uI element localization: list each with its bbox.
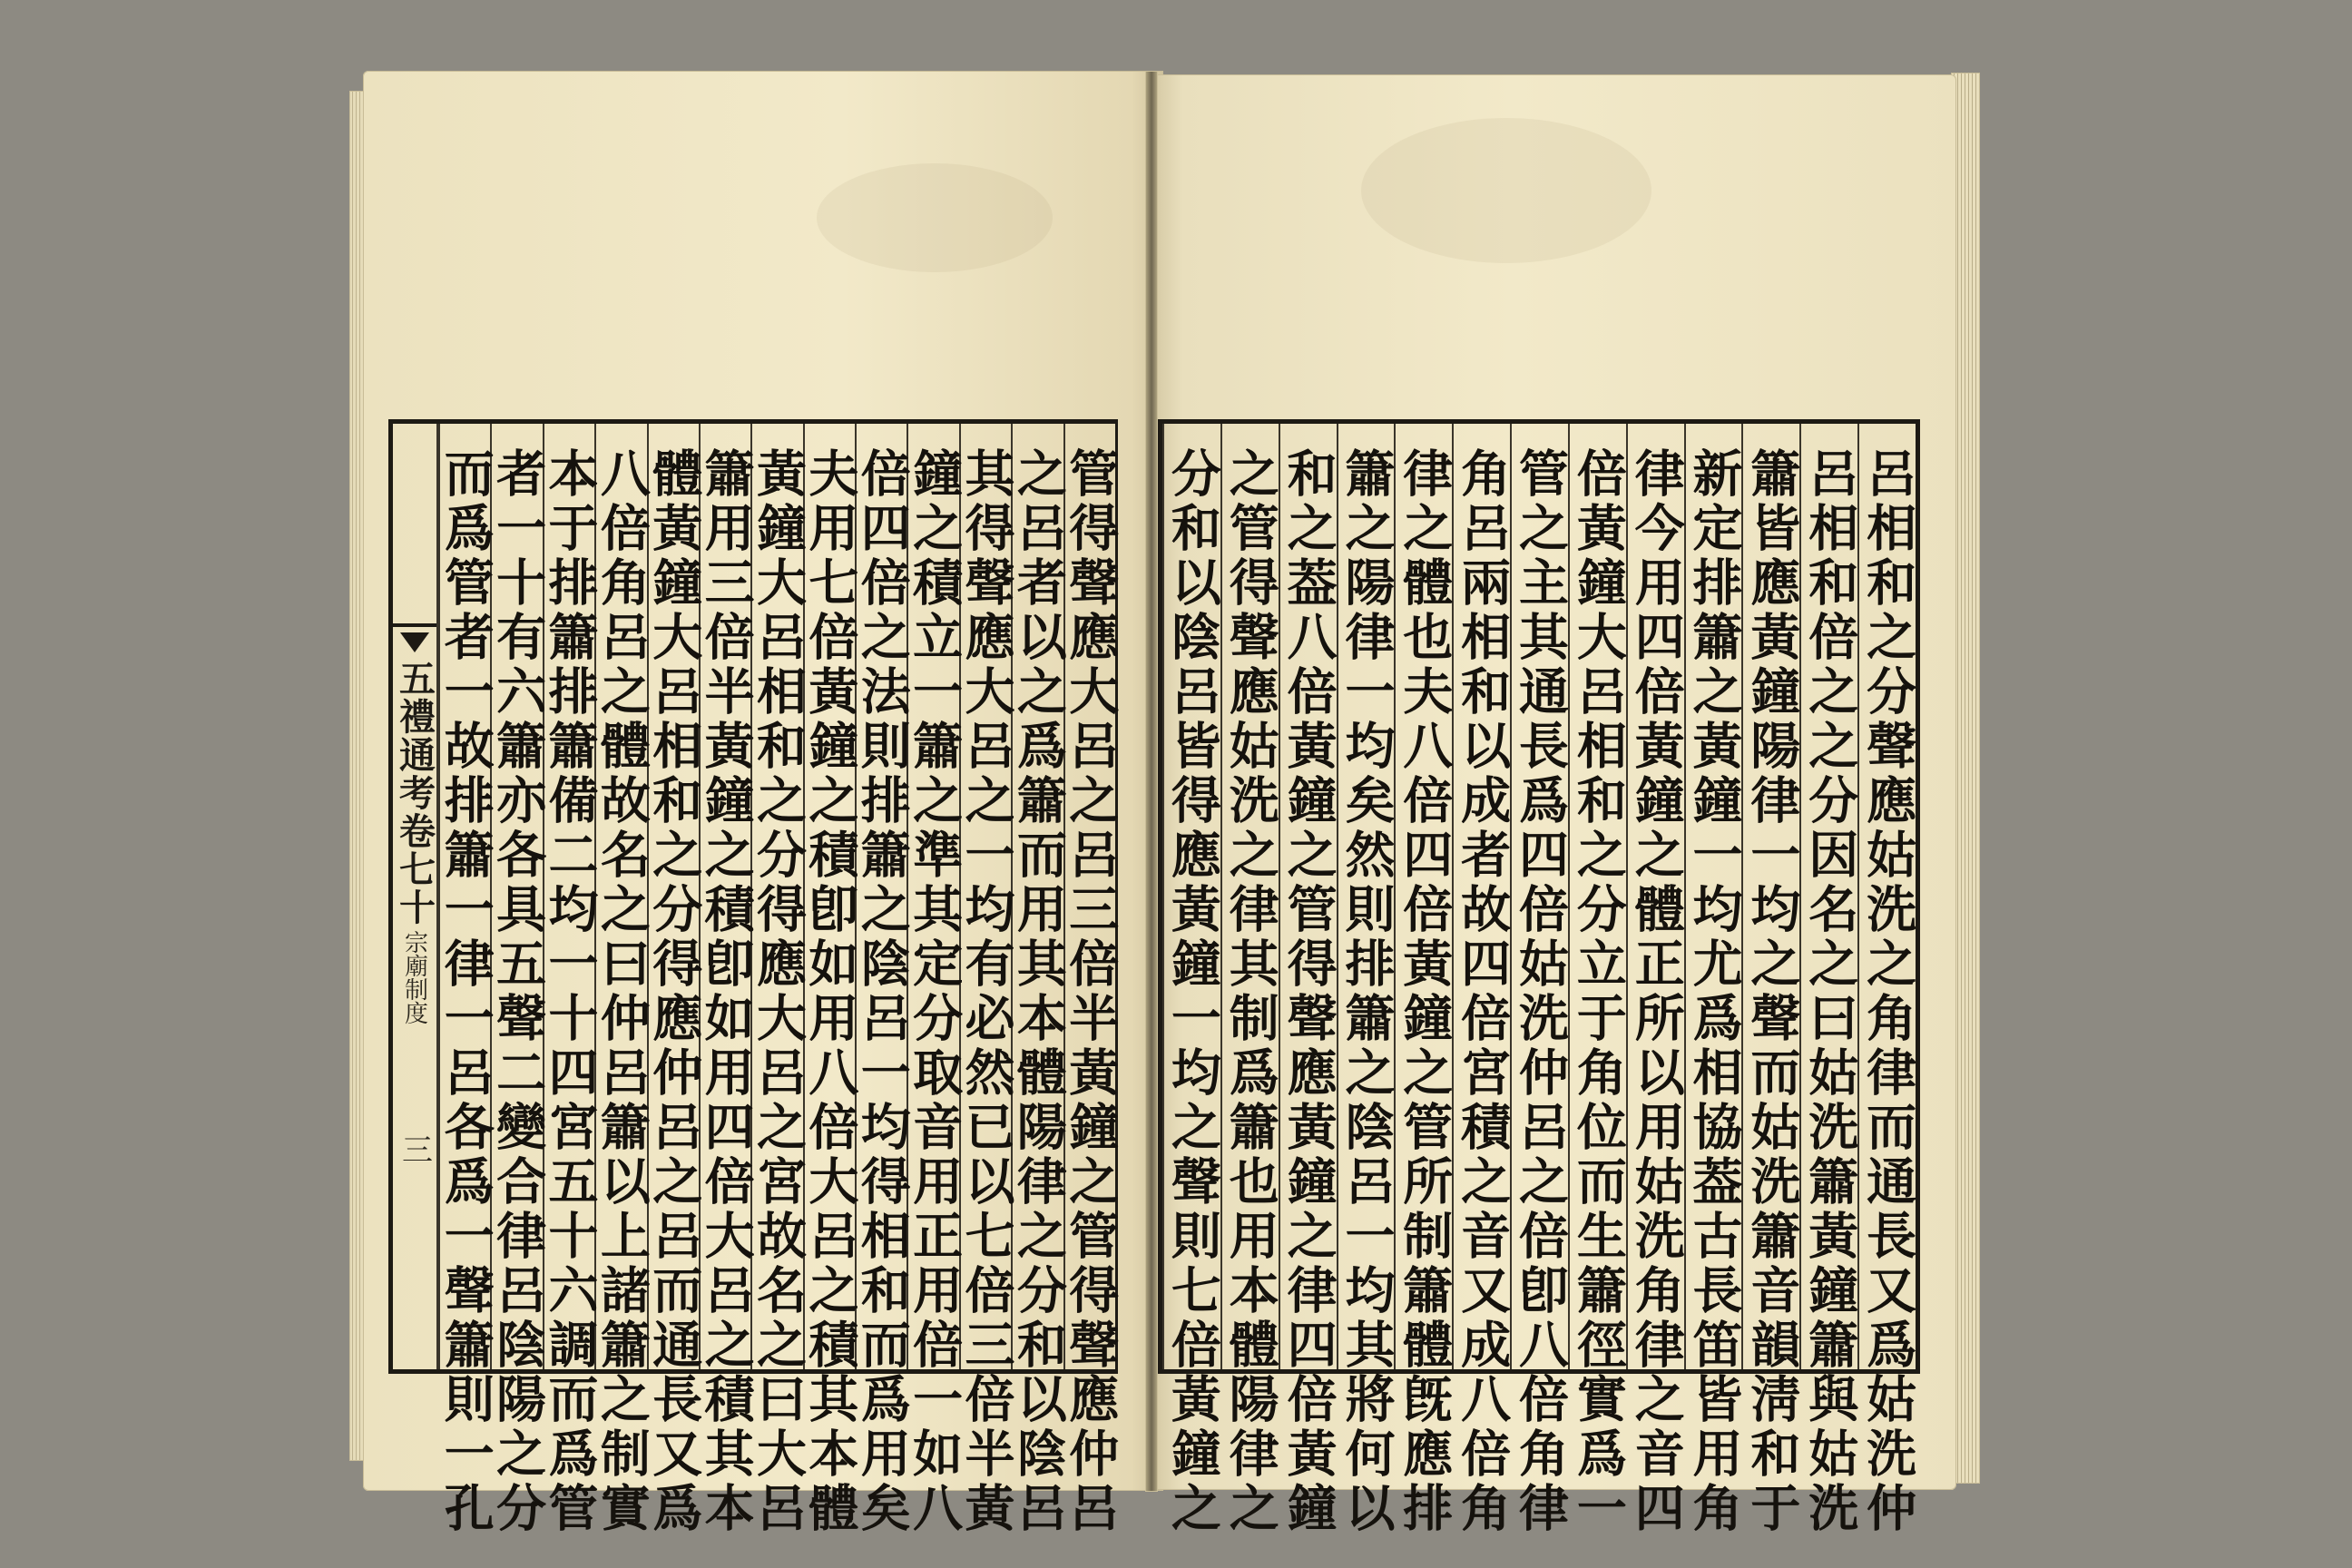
column-text: 簫之陽律一均矣然則排簫之陰呂一均其將何以 bbox=[1337, 447, 1396, 1536]
left-text-frame bbox=[388, 419, 1121, 1536]
text-column bbox=[1394, 424, 1455, 1536]
text-column bbox=[1741, 424, 1802, 1536]
text-column bbox=[1061, 424, 1121, 1536]
text-column bbox=[1279, 424, 1338, 1536]
column-text: 其得聲應大呂之一均有必然已以七倍三倍半黃 bbox=[956, 447, 1016, 1536]
column-text: 呂相和倍之之分因名之曰姑洗簫黃鐘簫與姑洗 bbox=[1800, 447, 1860, 1536]
column-text: 之管得聲應姑洗之律其制爲簫也用本體陽律之 bbox=[1220, 447, 1280, 1536]
page-number: 三 bbox=[396, 1133, 433, 1164]
text-column bbox=[488, 424, 548, 1536]
text-column bbox=[956, 424, 1016, 1536]
column-text: 者一十有六簫亦各具五聲二變合律呂陰陽之分 bbox=[488, 447, 548, 1536]
strip-rule bbox=[393, 623, 436, 627]
column-text: 新定排簫之黃鐘一均尤爲相協葢古長笛皆用角 bbox=[1684, 447, 1744, 1536]
text-column bbox=[748, 424, 808, 1536]
column-text: 夫用七倍黃鐘之積卽如用八倍大呂之積其本體 bbox=[800, 447, 860, 1536]
text-column bbox=[1684, 424, 1744, 1536]
column-text: 之呂者以之爲簫而用其本體陽律之分和以陰呂 bbox=[1008, 447, 1068, 1536]
text-column bbox=[1162, 424, 1222, 1536]
text-column bbox=[800, 424, 860, 1536]
column-text: 體黃鐘大呂相和之分得應仲呂之呂而通長又爲 bbox=[644, 447, 704, 1536]
text-column bbox=[1568, 424, 1628, 1536]
text-column bbox=[905, 424, 965, 1536]
column-text: 呂相和之分聲應姑洗之角律而通長又爲姑洗仲 bbox=[1858, 447, 1918, 1536]
column-text: 倍四倍之法則排簫之陰呂一均得相和而爲用矣 bbox=[852, 447, 912, 1536]
column-text: 而爲管者一故排簫一律一呂各爲一聲簫則一孔 bbox=[436, 447, 495, 1536]
text-column bbox=[696, 424, 756, 1536]
column-text: 分和以陰呂皆得應黃鐘一均之聲則七倍黃鐘之 bbox=[1162, 447, 1222, 1536]
running-title: 五禮通考卷七十 bbox=[393, 660, 436, 926]
text-column bbox=[1510, 424, 1570, 1536]
column-text: 本于排簫排簫備二均一十四宮五十六調而爲管 bbox=[540, 447, 600, 1536]
book-gutter bbox=[1145, 71, 1158, 1492]
column-text: 律今用四倍黃鐘之體正所以用姑洗角律之音四 bbox=[1626, 447, 1686, 1536]
text-column bbox=[1337, 424, 1396, 1536]
left-banxin-strip bbox=[393, 424, 438, 1369]
column-text: 律之體也夫八倍四倍黃鐘之管所制簫體旣應排 bbox=[1395, 447, 1455, 1536]
text-column bbox=[1857, 424, 1918, 1536]
column-text: 角呂兩相和以成者故四倍宮積之音又成八倍角 bbox=[1453, 447, 1513, 1536]
text-column bbox=[592, 424, 652, 1536]
column-text: 簫皆應黃鐘陽律一均之聲而姑洗簫音韻淸和于 bbox=[1742, 447, 1802, 1536]
text-column bbox=[436, 424, 495, 1536]
column-text: 簫用三倍半黃鐘之積卽如用四倍大呂之積其本 bbox=[696, 447, 756, 1536]
text-column bbox=[852, 424, 912, 1536]
text-column bbox=[1008, 424, 1068, 1536]
column-text: 管之主其通長爲四倍姑洗仲呂之倍卽八倍角律 bbox=[1510, 447, 1570, 1536]
text-column bbox=[1220, 424, 1280, 1536]
fishtail-mark-icon bbox=[400, 632, 429, 652]
column-text: 倍黃鐘大呂相和之分立于角位而生簫徑實爲一 bbox=[1568, 447, 1628, 1536]
column-text: 八倍角呂之體故名之曰仲呂簫以上諸簫之制實 bbox=[592, 447, 652, 1536]
stain bbox=[1361, 118, 1651, 263]
right-text-frame bbox=[1158, 419, 1920, 1536]
column-text: 和之葢八倍黃鐘之管得聲應黃鐘之律四倍黃鐘 bbox=[1279, 447, 1338, 1536]
stain bbox=[817, 163, 1053, 272]
column-text: 鐘之積立一簫之準其定分取音用正用倍一如八 bbox=[905, 447, 965, 1536]
text-column bbox=[1799, 424, 1860, 1536]
running-section: 宗廟制度 bbox=[400, 930, 428, 1024]
text-column bbox=[540, 424, 600, 1536]
text-column bbox=[1452, 424, 1513, 1536]
column-text: 黃鐘大呂相和之分得應大呂之宮故名之曰大呂 bbox=[748, 447, 808, 1536]
column-text: 管得聲應大呂之呂三倍半黃鐘之管得聲應仲呂 bbox=[1061, 447, 1121, 1536]
text-column bbox=[644, 424, 704, 1536]
text-column bbox=[1626, 424, 1686, 1536]
